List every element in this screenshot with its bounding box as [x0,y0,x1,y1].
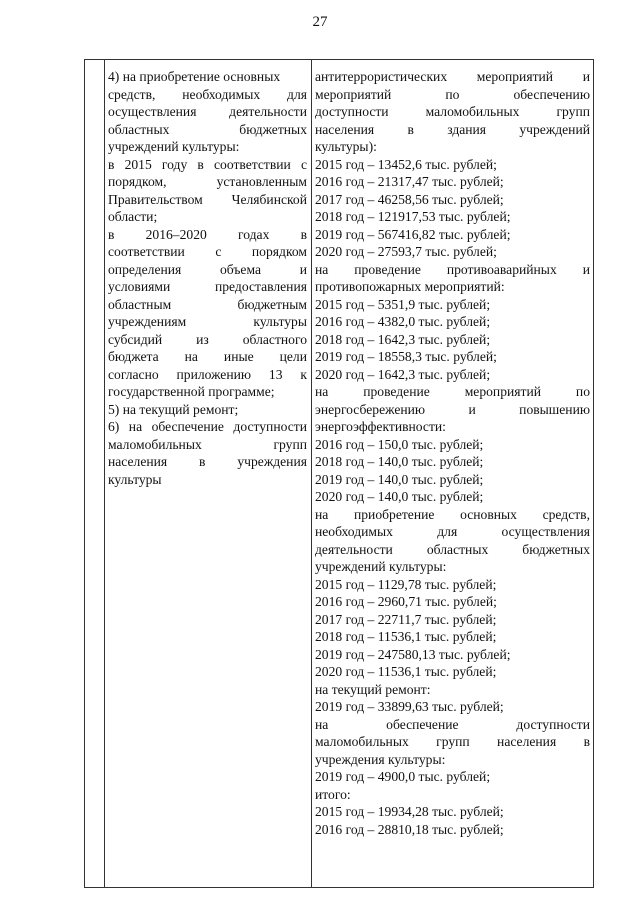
table-border-left [84,60,85,887]
right-text-line: на текущий ремонт: [315,681,431,697]
right-text-line: 2016 год – 4382,0 тыс. рублей; [315,314,491,329]
right-text-line: 2016 год – 150,0 тыс. рублей; [315,436,484,452]
right-text-line: на приобретение основных средств, [315,506,590,522]
right-text-line: энергосбережению и повышению [315,401,590,417]
right-text-line: итого: [315,786,351,802]
right-column-text [315,68,590,838]
right-text-line: энергоэффективности: [315,419,446,434]
left-text-line: осуществления деятельности [108,104,307,119]
right-text-line: антитеррористических мероприятий и [315,69,590,84]
right-text-line: учреждения культуры: [315,751,446,767]
right-text-line: 2015 год – 1129,78 тыс. рублей; [315,576,497,592]
right-text-line: 2016 год – 28810,18 тыс. рублей; [315,821,504,837]
page-number: 27 [312,14,328,30]
left-text-line: области; [108,209,158,224]
right-text-line: 2018 год – 1642,3 тыс. рублей; [315,331,491,347]
right-text-line: маломобильных групп населения в [315,734,590,749]
left-text-line: культуры [108,471,162,487]
right-text-line: 2020 год – 140,0 тыс. рублей; [315,489,484,504]
column-divider-2 [311,60,312,887]
right-text-line: 2016 год – 2960,71 тыс. рублей; [315,594,497,609]
right-text-line: 2019 год – 4900,0 тыс. рублей; [315,769,491,784]
right-text-line: 2015 год – 5351,9 тыс. рублей; [315,296,491,312]
left-text-line: субсидий из областного [108,331,307,347]
right-text-line: противопожарных мероприятий: [315,279,505,294]
left-text-line: в 2015 году в соответствии с [108,156,307,172]
left-text-line: условиями предоставления [108,279,307,294]
left-text-line: соответствии с порядком [108,244,307,259]
left-text-line: бюджета на иные цели [108,349,307,364]
right-text-line: 2017 год – 46258,56 тыс. рублей; [315,191,504,207]
left-text-line: областных бюджетных [108,121,307,137]
right-text-line: 2018 год – 140,0 тыс. рублей; [315,454,484,469]
left-text-line: 5) на текущий ремонт; [108,401,239,417]
right-text-line: 2017 год – 22711,7 тыс. рублей; [315,611,497,627]
left-text-line: 4) на приобретение основных [108,69,281,84]
right-text-line: 2019 год – 33899,63 тыс. рублей; [315,699,504,714]
right-text-line: 2019 год – 247580,13 тыс. рублей; [315,646,511,662]
left-text-line: средств, необходимых для [108,86,307,102]
right-text-line: 2019 год – 567416,82 тыс. рублей; [315,226,511,242]
left-text-line: согласно приложению 13 к [108,366,307,382]
right-text-line: 2020 год – 11536,1 тыс. рублей; [315,664,497,679]
right-text-line: доступности маломобильных групп [315,104,590,119]
right-text-line: 2018 год – 121917,53 тыс. рублей; [315,209,511,224]
left-text-line: государственной программе; [108,384,275,399]
left-text-line: в 2016–2020 годах в [108,226,307,242]
left-text-line: 6) на обеспечение доступности [108,419,307,434]
right-text-line: мероприятий по обеспечению [315,86,590,102]
right-text-line: 2019 год – 140,0 тыс. рублей; [315,471,484,487]
right-text-line: населения в здания учреждений [315,121,590,137]
left-text-line: порядком, установленным [108,174,307,189]
left-text-line: учреждениям культуры [108,314,307,329]
left-text-line: населения в учреждения [108,454,307,469]
right-text-line: 2015 год – 19934,28 тыс. рублей; [315,804,504,819]
left-text-line: областным бюджетным [108,296,307,312]
column-divider-1 [104,60,105,887]
left-text-line: маломобильных групп [108,436,307,452]
right-text-line: учреждений культуры: [315,559,447,574]
right-text-line: 2016 год – 21317,47 тыс. рублей; [315,174,504,189]
right-text-line: 2015 год – 13452,6 тыс. рублей; [315,156,497,172]
table-border-right [593,60,594,887]
right-text-line: культуры): [315,139,377,154]
right-text-line: на обеспечение доступности [315,716,590,732]
right-text-line: 2019 год – 18558,3 тыс. рублей; [315,349,497,364]
right-text-line: на проведение противоаварийных и [315,261,590,277]
right-text-line: деятельности областных бюджетных [315,541,590,557]
left-text-line: определения объема и [108,261,307,277]
left-text-line: учреждений культуры: [108,139,240,154]
left-column-text [108,68,307,488]
right-text-line: 2020 год – 27593,7 тыс. рублей; [315,244,497,259]
program-table [84,59,594,888]
right-text-line: 2018 год – 11536,1 тыс. рублей; [315,629,497,644]
right-text-line: на проведение мероприятий по [315,384,590,399]
right-text-line: необходимых для осуществления [315,524,590,539]
right-text-line: 2020 год – 1642,3 тыс. рублей; [315,366,491,382]
left-text-line: Правительством Челябинской [108,191,307,207]
